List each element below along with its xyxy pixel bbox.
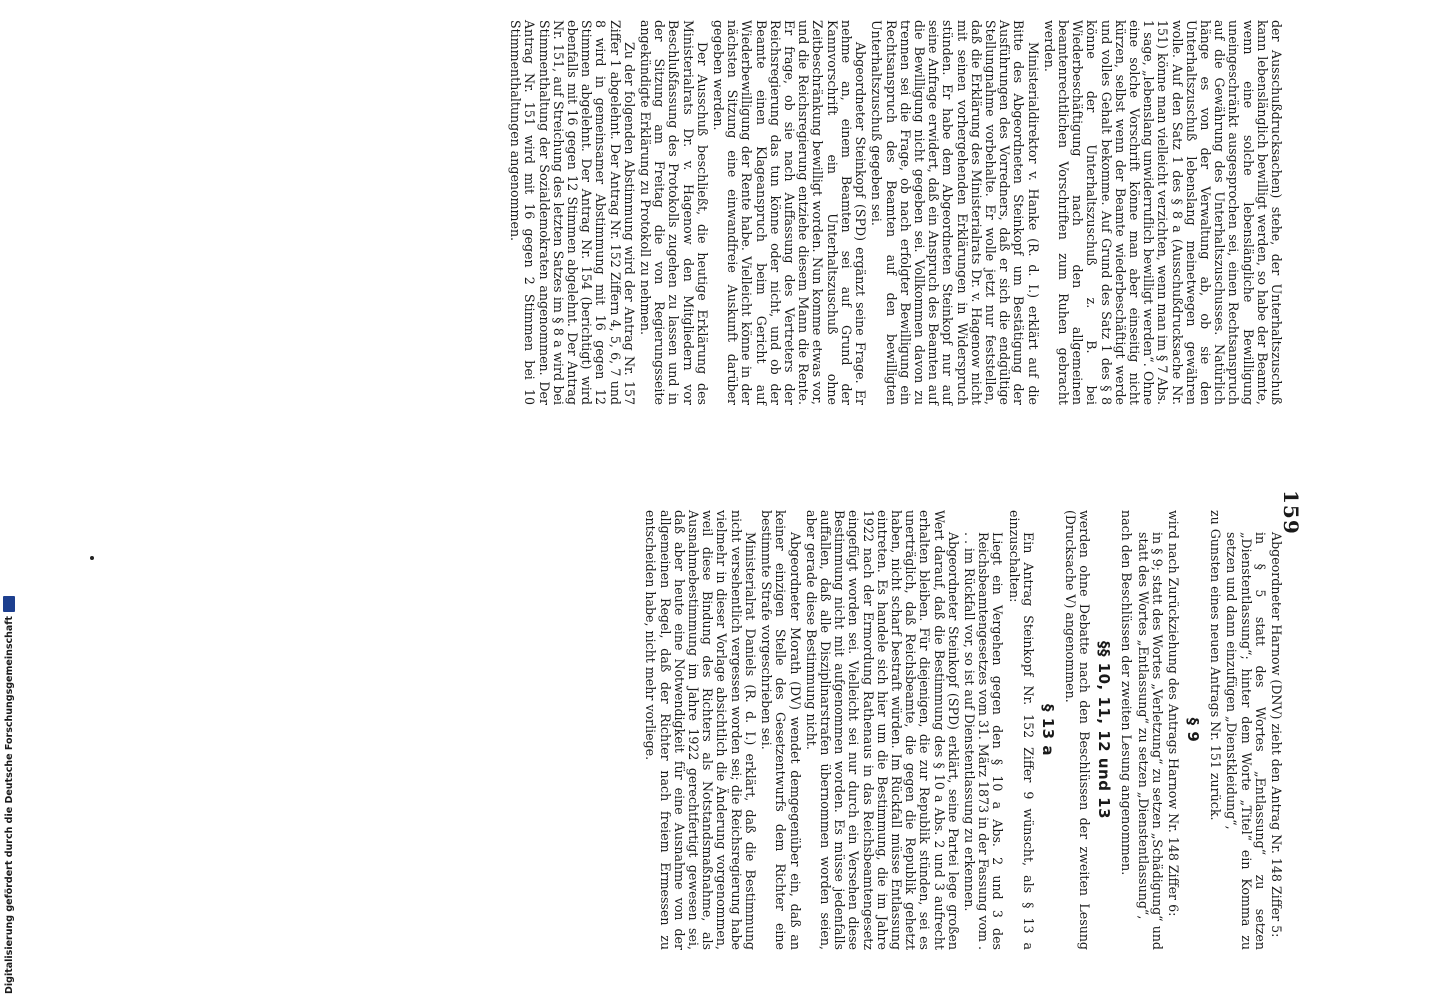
section-heading: §§ 10, 11, 12 und 13: [1095, 640, 1114, 820]
paragraph: Ministerialdirektor v. Hanke (R. d. I.) erklärt auf die Bitte des Abgeordneten Steinkopf um Bestätigung der Ausführungen des Vorredners, daß er sich die endgültige Stellungnahme vorbehalte. Er wolle jetzt nur feststellen, daß die Erklärung des Ministerialrats Dr. v. Hagenow nicht mit seinen vorhergehenden Erklärungen in Widerspruch stünden. Er habe dem Abgeordneten Steinkopf nur auf seine Anfrage erwidert, daß ein Anspruch des Beamten auf die Bewilligung nicht gegeben sei. Vollkommen davon zu trennen sei die Frage, ob nach erfolgter Bewilligung ein Rechtsanspruch des Beamten auf den bewilligten Unterhaltszuschuß gegeben sei.: [869, 20, 1041, 405]
section-heading: § 9: [1183, 717, 1202, 743]
footer-text: Digitalisierung gefördert durch die Deutsche Forschungsgemeinschaft: [3, 616, 15, 994]
page-number: 159: [1279, 490, 1303, 535]
rotated-page: [105, 0, 1305, 1000]
paragraph: Abgeordneter Harnow (DNV) zieht den Antrag Nr. 148 Ziffer 5:: [1269, 532, 1284, 938]
left-column: [506, 20, 1283, 405]
quoted-amendment: in § 5 statt des Wortes „Entlassung“ zu setzen „Dienstentlassung“; hinter dem Worte „Titel“ ein Komma zu setzen und dann einzufügen „Dienstkleidung“,: [1224, 532, 1268, 950]
quoted-amendment: Liegt ein Vergehen gegen den § 10 a Abs. 2 und 3 des Reichsbeamtengesetzes vom 31. März 1873 in der Fassung vom . . . im Rückfall vor, so ist auf Dienstentlassung zu erkennen.: [961, 532, 1006, 950]
section-heading: § 13 a: [1038, 704, 1057, 756]
paragraph: Zu der folgenden Abstimmung wird der Antrag Nr. 157 Ziffer 1 abgelehnt. Der Antrag Nr. 152 Ziffern 4, 5, 6, 7 und 8 wird in gemeinsamer Abstimmung mit 16 gegen 12 Stimmen abgelehnt. Der Antrag Nr. 154 (berichtigt) wird ebenfalls mit 16 gegen 12 Stimmen abgelehnt. Der Antrag Nr. 151, auf Streichung des letzten Satzes im § 8 a wird bei Stimmenthaltung der Sozialdemokraten angenommen. Der Antrag Nr. 151 wird mit 16 gegen 2 Stimmen bei 10 Stimmenthaltungen angenommen.: [508, 20, 637, 405]
quoted-amendment: in § 9; statt des Wortes „Verletzung“ zu setzen „Schädigung“ und statt des Wortes „Entlassung“ zu setzen „Dienstentlassung“,: [1135, 532, 1165, 950]
right-column: [641, 510, 1283, 950]
paragraph: Abgeordneter Morath (DV) wendet demgegenüber ein, daß an keiner einzigen Stelle des Gesetzentwurfs dem Richter eine bestimmte Strafe vorgeschrieben sei.: [759, 510, 803, 950]
scan-speck: [90, 556, 94, 560]
paragraph: zu Gunsten eines neuen Antrags Nr. 151 zurück.: [1208, 510, 1224, 821]
paragraph: Ein Antrag Steinkopf Nr. 152 Ziffer 9 wünscht, als § 13 a einzuschalten:: [1006, 510, 1036, 950]
paragraph: Der Ausschuß beschließt, die heutige Erklärung des Ministerialrats Dr. v. Hagenow den Mitgliedern vor Beschlußfassung des Protokolls zugehen zu lassen und in der Sitzung am Freitag die von Regierungsseite angekündigte Erklärung zu Protokoll zu nehmen.: [638, 20, 710, 405]
paragraph: werden ohne Debatte nach den Beschlüssen der zweiten Lesung (Drucksache V) angenommen.: [1062, 510, 1093, 950]
paragraph: Ministerialrat Daniels (R. d. I.) erklärt, daß die Bestimmung nicht versehentlich vergessen worden sei; die Reichsregierung habe vielmehr in dieser Vorlage absichtlich die Änderung vorgenommen, weil diese Bindung des Richters als Notstandsmaßnahme, als Ausnahmebestimmung im Jahre 1922 gerechtfertigt gewesen sei, daß aber heute eine Notwendigkeit für eine Ausnahme von der allgemeinen Regel, daß der Richter nach freiem Ermessen zu entscheiden habe, nicht mehr vorliege.: [643, 510, 758, 950]
paragraph: nach den Beschlüssen der zweiten Lesung angenommen.: [1119, 510, 1135, 876]
funding-footer: [0, 0, 18, 1000]
paragraph: Abgeordneter Steinkopf (SPD) erklärt, seine Partei lege großen Wert darauf, daß die Bestimmung des § 10 a Abs. 2 und 3 aufrecht erhalten bleiben. Für diejenigen, die zur Republik stünden, sei es unerträglich, daß Reichsbeamte, die gegen die Republik gehetzt haben, nicht scharf bestraft würden. Im Rückfall müsse Entlassung eintreten. Es handele sich hier um die Bestimmung, die im Jahre 1922 nach der Ermordung Rathenaus in das Reichsbeamtengesetz eingefügt worden sei. Vielleicht sei nur durch ein Versehen diese Bestimmung nicht mit aufgenommen worden. Es müsse jedenfalls auffallen, daß alle Disziplinarstrafen übernommen worden seien, aber gerade diese Bestimmung nicht.: [803, 510, 961, 950]
paragraph: Abgeordneter Steinkopf (SPD) ergänzt seine Frage. Er nehme an, einem Beamten sei auf Grund der Kannvorschrift ein Unterhaltszuschuß ohne Zeitbeschränkung bewilligt worden. Nun komme etwas vor, und die Reichsregierung entziehe diesem Mann die Rente. Er frage, ob sie nach Auffassung des Vertreters der Reichsregierung das tun könne oder nicht, und ob der Beamte einen Klageanspruch beim Gericht auf Wiederbewilligung der Rente habe. Vielleicht könne in der nächsten Sitzung eine einwandfreie Auskunft darüber gegeben werden.: [711, 20, 869, 405]
paragraph: der Ausschußdrucksachen) stehe, der Unterhaltszuschuß kann lebenslänglich bewilligt werden, so habe der Beamte, wenn eine solche lebenslängliche Bewilligung uneingeschränkt ausgesprochen sei, einen Rechtsanspruch auf die Gewährung des Unterhaltszuschusses. Natürlich hänge es von der Verwaltung ab, ob sie den Unterhaltszuschuß lebenslang meinetwegen gewähren wolle. Auf den Satz 1 des § 8 a (Ausschußdrucksache Nr. 151) könne man vielleicht verzichten, wenn man im § 7 Abs. 1 sage, „lebenslang unwiderruflich bewilligt werden“. Ohne eine solche Vorschrift könne man aber einseitig nicht kürzen, selbst wenn der Beamte wiederbeschäftigt werde und volles Gehalt bekomme. Auf Grund des Satz 1 des § 8 könne der Unterhaltszuschuß z. B. bei Wiederbeschäftigung nach den allgemeinen beamtenrechtlichen Vorschriften zum Ruhen gebracht werden.: [1041, 20, 1284, 405]
dfg-logo-icon: [3, 596, 15, 612]
paragraph: wird nach Zurückziehung des Antrags Harnow Nr. 148 Ziffer 6:: [1165, 510, 1181, 917]
